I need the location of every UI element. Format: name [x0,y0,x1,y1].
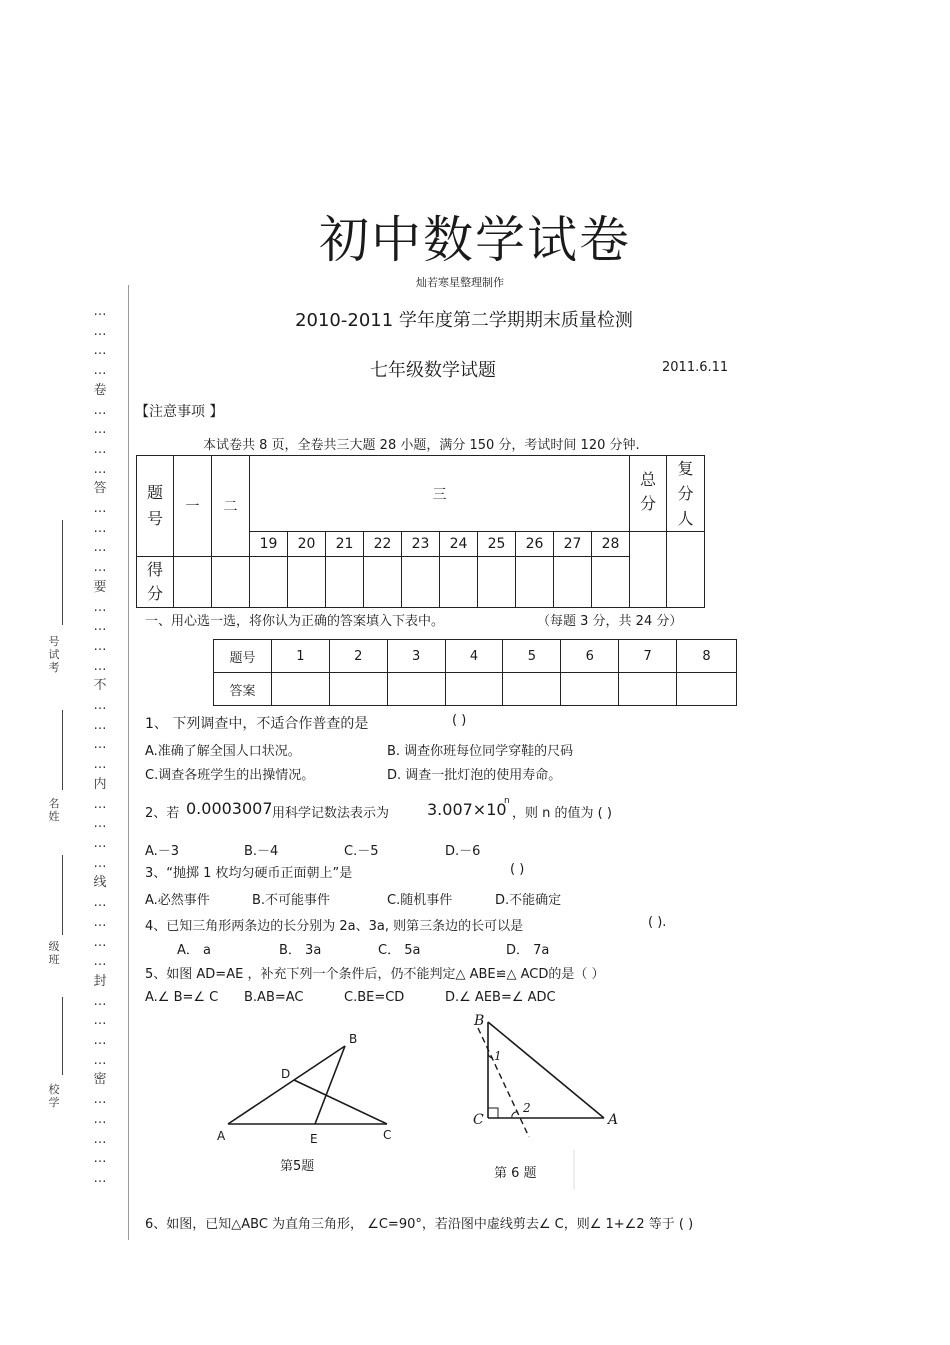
question-2-scientific: 3.007×10 [427,800,507,819]
label-exam-number: 号试考 [48,635,60,674]
question-6-stem: 6、如图，已知△ABC 为直角三角形， ∠C=90°，若沿图中虚线剪去∠ C，则∠ 1+∠2 等于 ( ) [145,1217,694,1232]
sub-question-21: 21 [326,532,364,557]
segment-ba [488,1022,604,1118]
binding-char: … [93,855,107,871]
figure-6-caption: 第 6 题 [494,1166,537,1181]
binding-char: … [93,501,107,517]
label-class: 级班 [48,940,60,966]
binding-char: … [93,343,107,359]
binding-char: … [93,757,107,773]
fig5-label-d: D [281,1067,291,1081]
answer-number: 2 [329,640,387,673]
binding-char: … [93,304,107,319]
binding-char: … [93,993,107,1009]
label-school: 校学 [48,1083,60,1109]
header-part-three: 三 [250,456,630,532]
notice-text: 本试卷共 8 页，全卷共三大题 28 小题，满分 150 分，考试时间 120 分钟. [203,438,640,453]
answer-number: 5 [503,640,561,673]
binding-char: … [93,1092,107,1108]
question-3-stem: 3、“抛掷 1 枚均匀硬币正面朝上”是 [145,866,353,881]
binding-char: … [93,1111,107,1127]
header-total-score: 总 分 [630,456,667,532]
sub-question-25: 25 [478,532,516,557]
fig5-label-a: A [217,1129,226,1143]
question-5-option-b: B.AB=AC [244,990,304,1005]
binding-char: 封 [93,973,107,989]
binding-char: 不 [93,678,107,694]
binding-char: 线 [93,875,107,891]
sub-question-26: 26 [516,532,554,557]
question-2-option-a: A.－3 [145,844,180,859]
question-3-option-d: D.不能确定 [495,893,562,908]
question-2-stem-middle: 用科学记数法表示为 [272,806,390,821]
question-2-stem-start: 2、若 [145,806,180,821]
fig6-label-2: 2 [523,1101,531,1115]
answer-number: 7 [619,640,677,673]
question-2-option-b: B.－4 [244,844,279,859]
fig6-label-c: C [473,1112,484,1128]
answer-number: 4 [445,640,503,673]
binding-char: 内 [93,776,107,792]
binding-char: … [93,560,107,576]
fig5-label-b: B [349,1032,358,1046]
binding-char: … [93,796,107,812]
binding-char: … [93,1151,107,1167]
right-angle-mark [488,1108,498,1118]
question-3-option-c: C.随机事件 [387,893,453,908]
question-4-option-b: B． 3a [279,943,322,958]
sub-question-23: 23 [402,532,440,557]
question-4-answer-blank: ( ). [648,915,667,930]
fig6-label-a: A [608,1112,619,1128]
binding-char: … [93,1170,107,1186]
binding-char: … [93,698,107,714]
exam-date: 2011.6.11 [662,360,729,375]
fig6-label-1: 1 [494,1049,502,1063]
binding-char: … [93,717,107,733]
question-3-option-a: A.必然事件 [145,893,210,908]
exam-title: 2010-2011 学年度第二学期期末质量检测 [295,310,633,331]
question-3-option-b: B.不可能事件 [252,893,331,908]
binding-char: … [93,954,107,970]
notice-heading: 【注意事项 】 [135,404,224,420]
question-1-option-c: C.调查各班学生的出操情况。 [145,768,315,783]
question-2-number: 0.0003007 [186,799,273,818]
sub-question-24: 24 [440,532,478,557]
binding-char: … [93,1131,107,1147]
sub-question-22: 22 [364,532,402,557]
binding-char: … [93,441,107,457]
answer-number: 6 [561,640,619,673]
binding-char: 要 [93,579,107,595]
question-3-answer-blank: ( ) [510,862,525,877]
answer-table-row-label: 题号 [214,640,272,673]
page-subtitle: 灿若寒星整理制作 [416,276,504,289]
binding-char: … [93,402,107,418]
header-reviewer: 复 分 人 [667,456,705,532]
paper-title: 七年级数学试题 [370,360,496,381]
sub-question-20: 20 [288,532,326,557]
binding-char: … [93,737,107,753]
question-5-option-c: C.BE=CD [344,990,405,1005]
answer-number: 3 [387,640,445,673]
binding-char: … [93,816,107,832]
binding-char: 密 [93,1072,107,1088]
question-5-option-d: D.∠ AEB=∠ ADC [445,990,556,1005]
binding-char: … [93,1033,107,1049]
binding-char: … [93,323,107,339]
question-4-option-a: A． a [177,943,211,958]
binding-char: … [93,599,107,615]
binding-char: … [93,638,107,654]
header-part-one: 一 [174,456,212,557]
binding-char: … [93,540,107,556]
sub-question-28: 28 [592,532,630,557]
page-title: 初中数学试卷 [319,211,631,269]
cut-line [478,1028,529,1137]
answer-table-row-label: 答案 [214,673,272,706]
answer-number: 1 [271,640,329,673]
answer-number: 8 [677,640,737,673]
question-1-option-a: A.准确了解全国人口状况。 [145,744,301,759]
binding-char: 卷 [93,382,107,398]
fig5-label-c: C [383,1128,392,1142]
binding-char: … [93,363,107,379]
fig6-label-b: B [474,1013,485,1029]
sub-question-19: 19 [250,532,288,557]
question-5-option-a: A.∠ B=∠ C [145,990,219,1005]
question-4-option-c: C． 5a [378,943,421,958]
binding-char: … [93,422,107,438]
question-1-answer-blank: ( ) [452,713,467,728]
binding-char: … [93,835,107,851]
label-name: 名姓 [48,797,60,823]
question-5-stem: 5、如图 AD=AE ，补充下列一个条件后，仍不能判定△ ABE≌△ ACD的是（ ） [145,967,605,982]
question-2-option-d: D.－6 [445,844,481,859]
question-2-option-c: C.－5 [344,844,379,859]
section-one-heading: 一、用心选一选，将你认为正确的答案填入下表中。 [145,614,445,629]
question-1-option-b: B. 调查你班每位同学穿鞋的尺码 [387,744,574,759]
binding-char: … [93,1013,107,1029]
question-1-stem: 1、 下列调查中，不适合作普查的是 [145,716,369,732]
binding-char: 答 [93,481,107,497]
question-1-option-d: D. 调查一批灯泡的使用寿命。 [387,768,562,783]
binding-char: … [93,658,107,674]
header-question-number: 题 号 [137,456,174,557]
section-one-points: （每题 3 分，共 24 分） [537,614,683,629]
binding-char: … [93,619,107,635]
binding-char: … [93,520,107,536]
binding-char: … [93,934,107,950]
binding-char: … [93,1052,107,1068]
header-part-two: 二 [212,456,250,557]
sub-question-27: 27 [554,532,592,557]
question-2-stem-end: ，则 n 的值为 ( ) [512,806,612,821]
score-row-label: 得 分 [137,557,174,608]
binding-char: … [93,461,107,477]
question-4-option-d: D． 7a [506,943,550,958]
question-4-stem: 4、已知三角形两条边的长分别为 2a、3a, 则第三条边的长可以是 [145,919,524,934]
fig5-label-e: E [310,1132,318,1146]
binding-char: … [93,914,107,930]
binding-char: … [93,895,107,911]
question-2-exponent: n [504,796,510,806]
figure-5-caption: 第5题 [280,1159,315,1174]
